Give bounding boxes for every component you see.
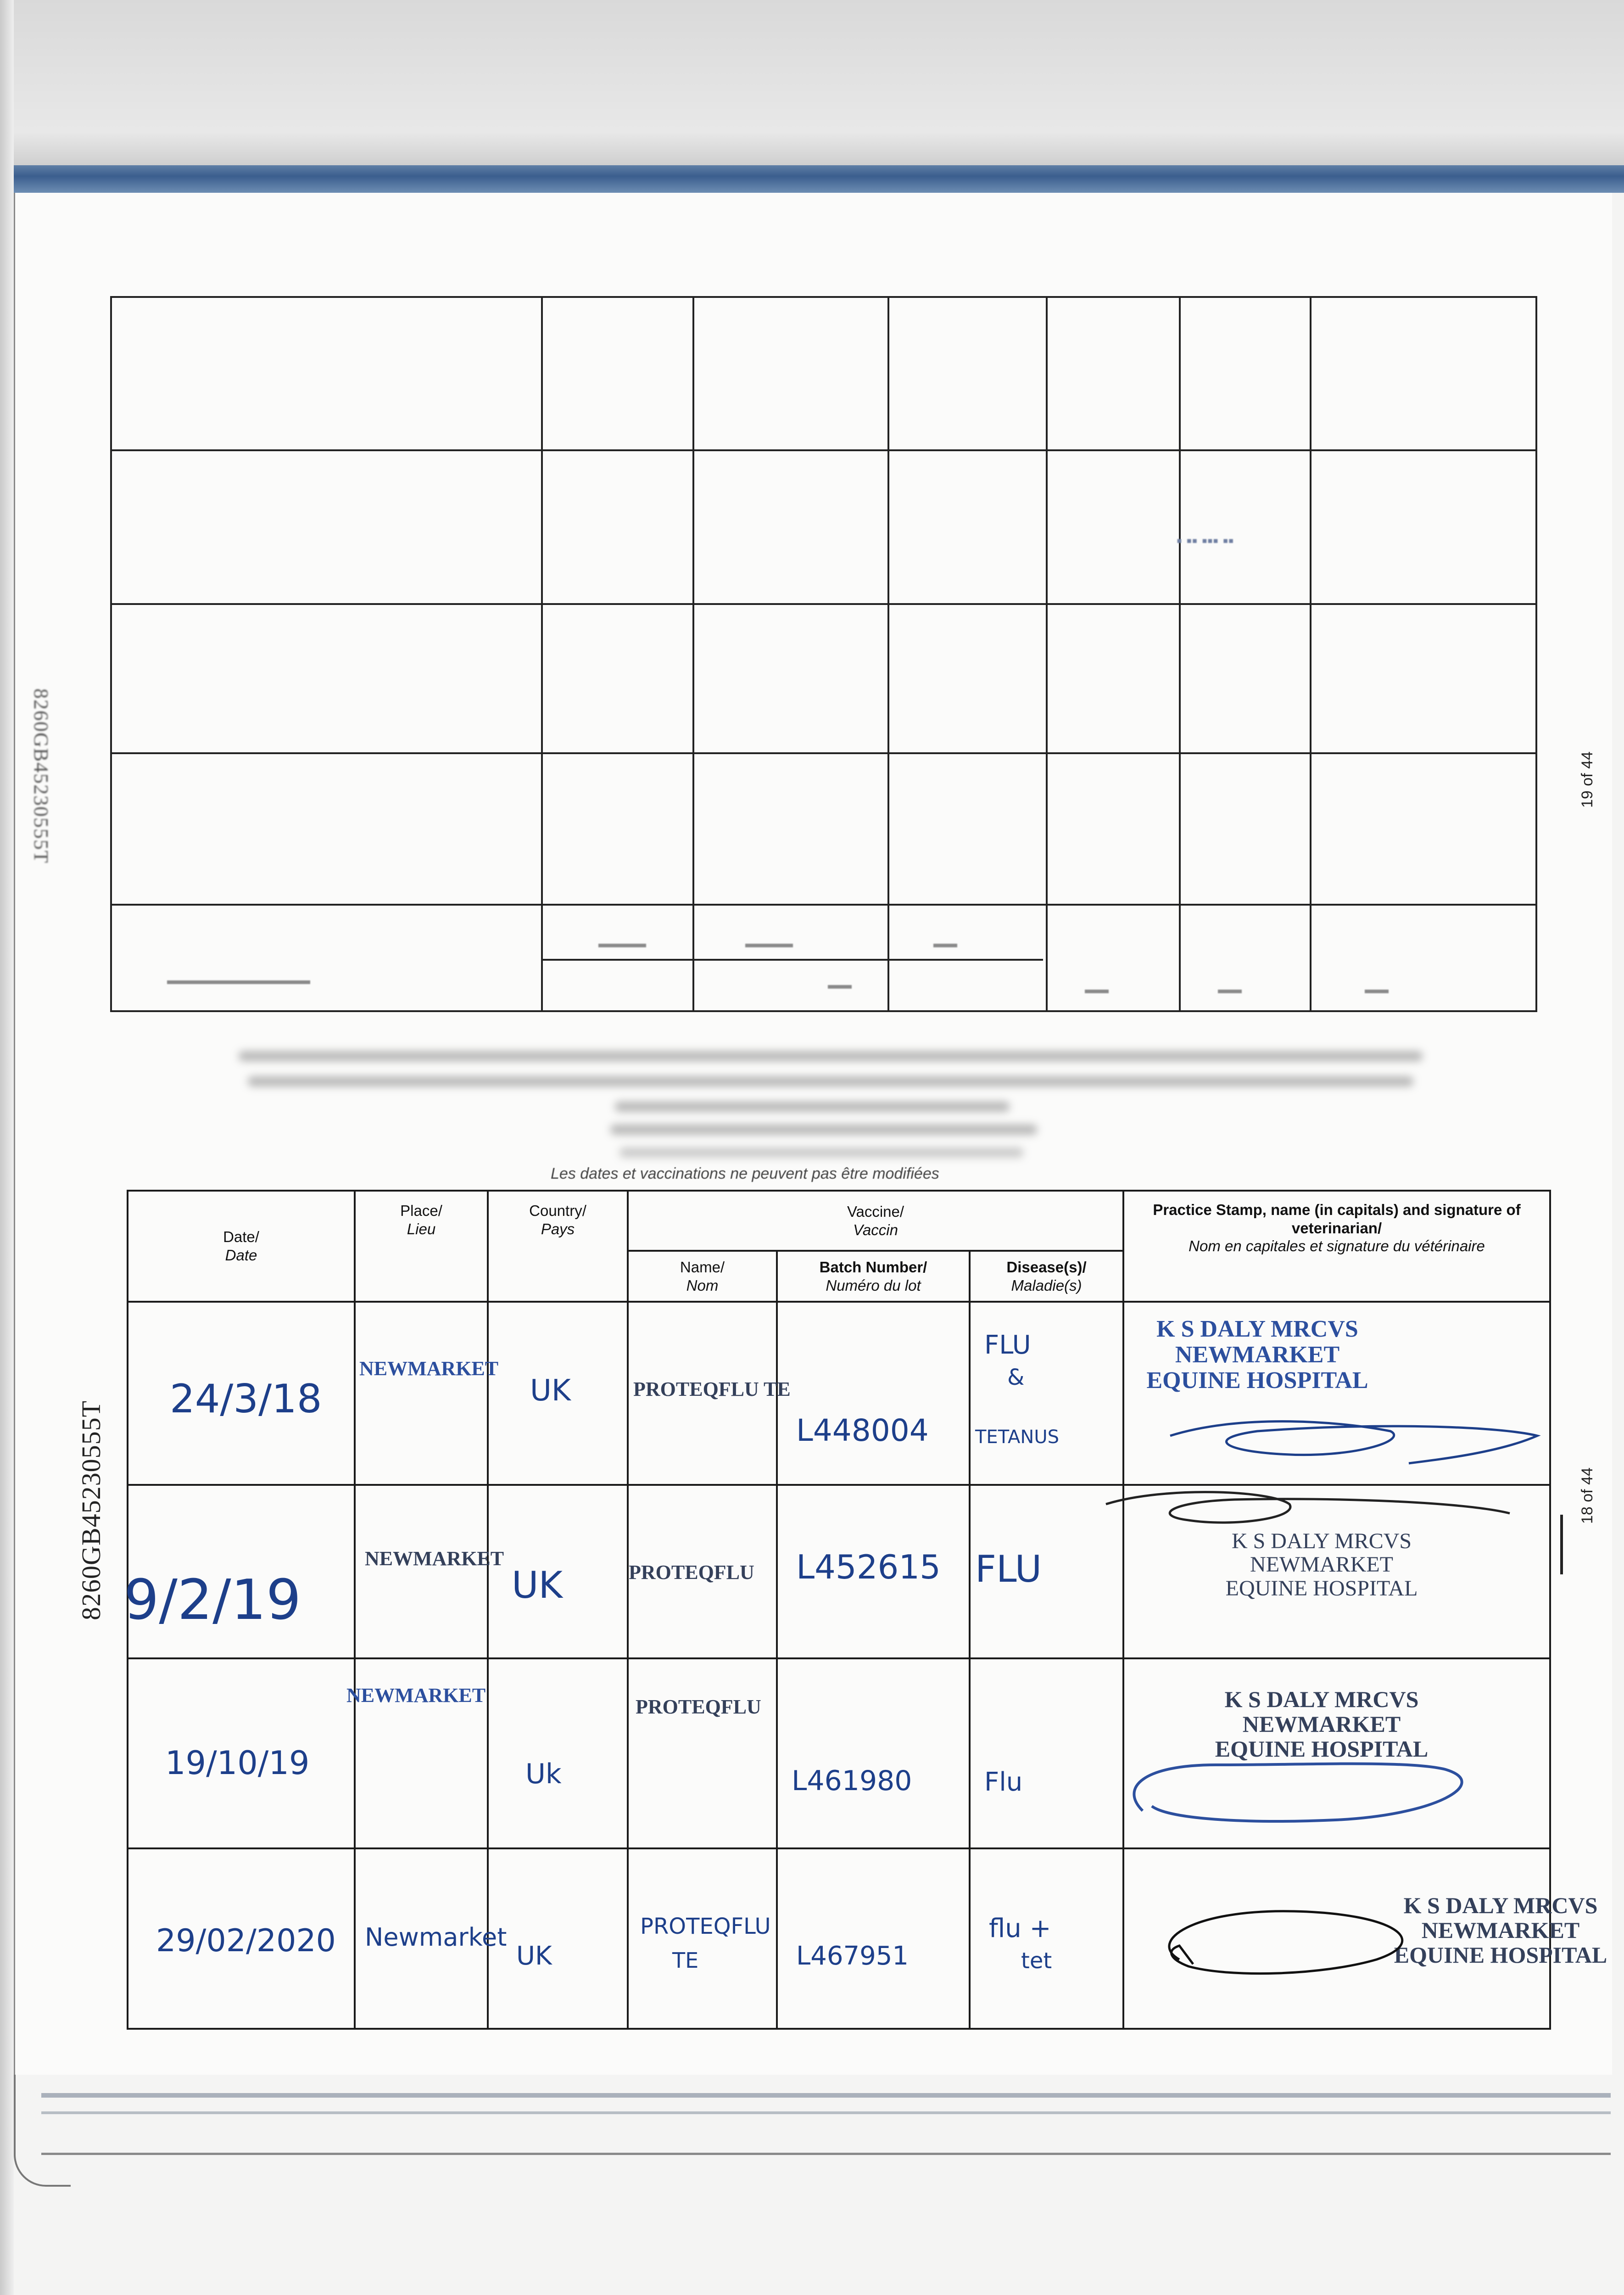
row2-stamp: K S DALY MRCVS NEWMARKET EQUINE HOSPITAL bbox=[1225, 1528, 1418, 1601]
blurred-text-line bbox=[248, 1076, 1413, 1086]
row4-stamp-cell bbox=[1123, 1848, 1607, 2029]
page-edge-mark bbox=[1560, 1515, 1563, 1574]
row2-batch-cell bbox=[777, 1485, 970, 1658]
upper-header-disease: ▬▬▬▬ bbox=[598, 941, 646, 955]
row3-batch-cell bbox=[777, 1658, 970, 1848]
row1-batch-cell bbox=[777, 1302, 970, 1484]
upper-vaccination-table bbox=[110, 296, 1537, 1012]
row1-place-cell bbox=[355, 1302, 499, 1484]
row4-country-cell bbox=[488, 1848, 628, 2029]
row4-stamp: K S DALY MRCVS NEWMARKET EQUINE HOSPITAL bbox=[1394, 1892, 1607, 1968]
blurred-text-line bbox=[239, 1051, 1423, 1061]
upper-header-vaccine: ▬▬ bbox=[828, 982, 852, 996]
header-batch: Batch Number/ Numéro du lot bbox=[777, 1251, 970, 1302]
upper-page-number: 19 of 44 bbox=[1579, 751, 1596, 808]
scan-left-shadow bbox=[0, 0, 14, 2295]
row2-place: NEWMARKET bbox=[365, 1547, 504, 1570]
row1-name-cell bbox=[628, 1302, 791, 1484]
row4-place-cell bbox=[355, 1848, 507, 2029]
row2-stamp-cell bbox=[1123, 1485, 1550, 1658]
row4-name-2: TE bbox=[672, 1948, 699, 1973]
row4-batch: L467951 bbox=[796, 1941, 909, 1971]
row2-place-cell bbox=[355, 1485, 504, 1658]
row4-disease-2: tet bbox=[1021, 1948, 1052, 1974]
row1-disease-3: TETANUS bbox=[975, 1427, 1059, 1448]
page-corner bbox=[14, 2075, 71, 2187]
upper-header-name: ▬▬ bbox=[933, 941, 957, 955]
row1-batch: L448004 bbox=[796, 1413, 929, 1449]
passport-cover-band bbox=[0, 165, 1624, 193]
header-date: Date/ Date bbox=[128, 1191, 355, 1302]
row2-name: PROTEQFLU bbox=[629, 1561, 754, 1584]
upper-header-country: ▬▬ bbox=[1085, 987, 1109, 1001]
blurred-text-line bbox=[610, 1125, 1037, 1135]
upper-side-code: 8260GB45230555T bbox=[30, 688, 52, 864]
table-row bbox=[128, 1848, 1550, 2029]
row3-name: PROTEQFLU bbox=[636, 1695, 761, 1718]
page-edge-line bbox=[41, 2153, 1611, 2155]
page-edge-line bbox=[41, 2093, 1611, 2098]
row3-disease-1: Flu bbox=[984, 1767, 1023, 1797]
row4-signature bbox=[1138, 1891, 1441, 1992]
row3-batch: L461980 bbox=[792, 1764, 912, 1797]
row4-disease-1: flu + bbox=[989, 1913, 1051, 1943]
row1-stamp: K S DALY MRCVS NEWMARKET EQUINE HOSPITAL bbox=[1146, 1316, 1368, 1394]
row4-name-cell bbox=[628, 1848, 777, 2029]
header-place: Place/ Lieu bbox=[355, 1191, 488, 1302]
blurred-text-line bbox=[619, 1148, 1023, 1158]
row3-disease-cell bbox=[970, 1658, 1123, 1848]
row2-disease-1: FLU bbox=[975, 1547, 1042, 1590]
lower-side-code: 8260GB45230555T bbox=[76, 1400, 106, 1620]
row4-name-1: PROTEQFLU bbox=[640, 1913, 771, 1939]
upper-header-place: ▬▬ bbox=[1218, 987, 1242, 1001]
row2-country: UK bbox=[512, 1563, 563, 1606]
row3-date-cell bbox=[128, 1658, 355, 1848]
lower-page-number: 18 of 44 bbox=[1579, 1467, 1596, 1524]
scan-top-shadow bbox=[0, 0, 1624, 165]
header-country: Country/ Pays bbox=[488, 1191, 628, 1302]
header-disease: Disease(s)/ Maladie(s) bbox=[970, 1251, 1123, 1302]
row1-date: 24/3/18 bbox=[170, 1376, 322, 1422]
upper-header-batch: ▬▬▬▬ bbox=[745, 941, 793, 955]
header-name: Name/ Nom bbox=[628, 1251, 777, 1302]
blurred-text-line bbox=[615, 1102, 1010, 1112]
row3-country: Uk bbox=[525, 1758, 562, 1790]
row3-place-cell bbox=[346, 1658, 488, 1848]
upper-header-date: ▬▬ bbox=[1365, 987, 1389, 1001]
header-vaccine: Vaccine/ Vaccin bbox=[628, 1191, 1123, 1251]
row4-batch-cell bbox=[777, 1848, 970, 2029]
row1-disease-cell bbox=[970, 1302, 1123, 1484]
row1-signature bbox=[1152, 1394, 1546, 1472]
row2-date-cell bbox=[124, 1485, 355, 1658]
row2-batch: L452615 bbox=[796, 1547, 941, 1586]
page-edge-line bbox=[41, 2111, 1611, 2114]
row3-stamp-cell bbox=[1123, 1658, 1550, 1848]
row4-disease-cell bbox=[970, 1848, 1123, 2029]
table-row bbox=[128, 1658, 1550, 1848]
row2-country-cell bbox=[488, 1485, 628, 1658]
row2-signature bbox=[1097, 1477, 1537, 1545]
upper-header-practice: ▬▬▬▬▬▬▬▬▬▬▬▬ bbox=[167, 978, 310, 991]
row4-place: Newmarket bbox=[365, 1922, 507, 1952]
row1-country-cell bbox=[488, 1302, 628, 1484]
row3-signature bbox=[1115, 1724, 1528, 1834]
row3-stamp: K S DALY MRCVS NEWMARKET EQUINE HOSPITAL bbox=[1215, 1686, 1429, 1762]
row1-date-cell bbox=[128, 1302, 355, 1484]
row4-country: UK bbox=[516, 1941, 552, 1971]
row4-date: 29/02/2020 bbox=[156, 1922, 336, 1959]
row1-country: UK bbox=[530, 1374, 571, 1408]
row1-disease-1: FLU bbox=[984, 1330, 1031, 1360]
row1-stamp-cell bbox=[1123, 1302, 1550, 1484]
row3-date: 19/10/19 bbox=[165, 1744, 310, 1782]
row3-name-cell bbox=[628, 1658, 777, 1848]
row2-name-cell bbox=[628, 1485, 777, 1658]
row4-date-cell bbox=[128, 1848, 355, 2029]
row3-place: NEWMARKET bbox=[346, 1684, 486, 1707]
row2-date: 9/2/19 bbox=[124, 1568, 301, 1632]
upper-faint-stamp: ▪▪ ▪▪▪ ▪▪ ▪ bbox=[1177, 532, 1234, 550]
row3-country-cell bbox=[488, 1658, 628, 1848]
table-row bbox=[128, 1302, 1550, 1484]
row1-place: NEWMARKET bbox=[359, 1357, 499, 1380]
row1-disease-2: & bbox=[1007, 1365, 1025, 1391]
disclaimer-text: Les dates et vaccinations ne peuvent pas être modifiées bbox=[551, 1165, 939, 1182]
table-row bbox=[128, 1485, 1550, 1658]
header-practice: Practice Stamp, name (in capitals) and signature of veterinarian/ Nom en capitales et signature du vétérinaire bbox=[1123, 1191, 1550, 1302]
row1-name: PROTEQFLU TE bbox=[633, 1378, 791, 1401]
